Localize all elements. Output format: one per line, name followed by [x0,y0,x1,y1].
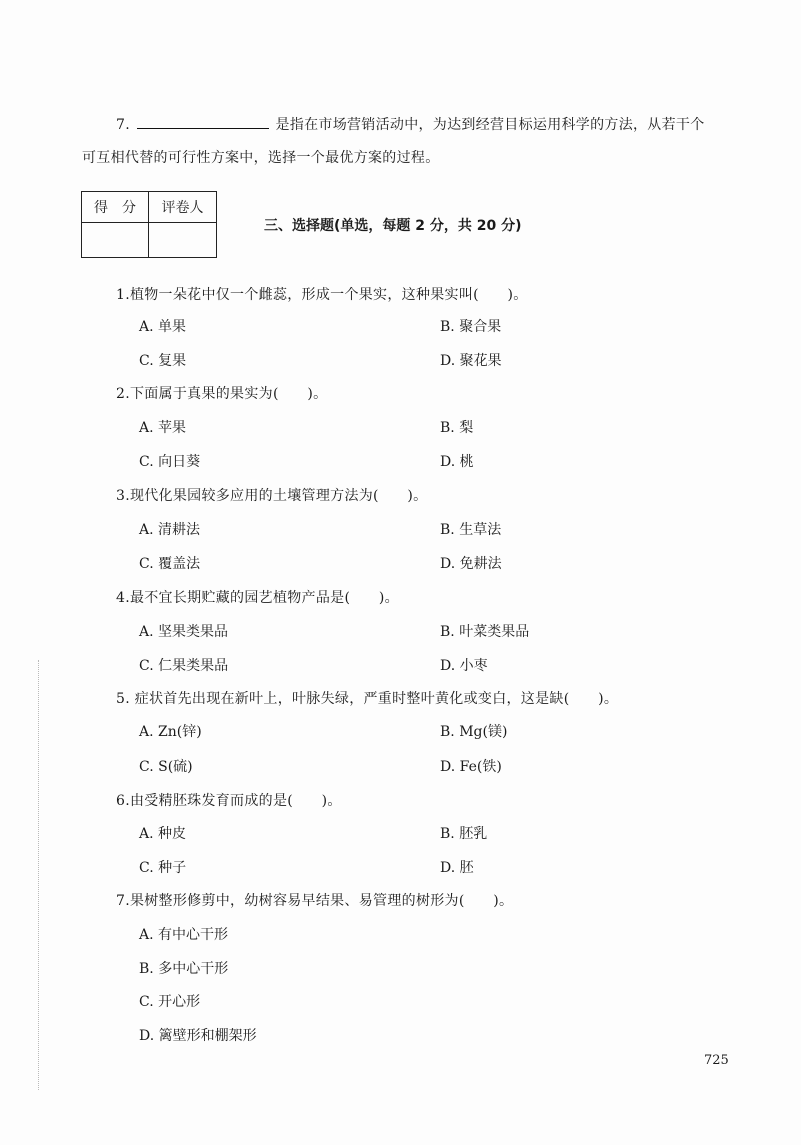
question-5-option-c[interactable]: C. S(硫) [139,759,193,775]
question-6-stem: 6.由受精胚珠发育而成的是( )。 [116,793,342,809]
question-1-stem: 1.植物一朵花中仅一个雌蕊，形成一个果实，这种果实叫( )。 [116,287,528,303]
question-5-option-b[interactable]: B. Mg(镁) [440,724,508,740]
question-2-stem: 2.下面属于真果的果实为( )。 [116,386,328,402]
question-2-option-d[interactable]: D. 桃 [440,454,474,470]
question-5-option-d[interactable]: D. Fe(铁) [440,759,502,775]
question-2-option-b[interactable]: B. 梨 [440,420,474,436]
score-table [81,191,217,258]
question-number: 7. [116,117,130,133]
question-4-option-a[interactable]: A. 坚果类果品 [139,624,229,640]
question-5-option-a[interactable]: A. Zn(锌) [139,724,202,740]
question-4-option-b[interactable]: B. 叶菜类果品 [440,624,530,640]
question-7-option-b[interactable]: B. 多中心干形 [139,961,229,977]
grader-cell[interactable] [149,223,217,258]
question-6-option-c[interactable]: C. 种子 [139,860,187,876]
question-1-option-b[interactable]: B. 聚合果 [440,319,502,335]
question-text-line1: 是指在市场营销活动中，为达到经营目标运用科学的方法，从若干个 [275,117,705,133]
scan-edge-mark [38,660,40,1090]
question-4-option-d[interactable]: D. 小枣 [440,658,488,674]
question-1-option-a[interactable]: A. 单果 [139,319,187,335]
fill-blank-question-7 [116,114,705,134]
question-4-option-c[interactable]: C. 仁果类果品 [139,658,229,674]
section-title: 三、选择题(单选，每题 2 分，共 20 分) [264,218,522,234]
question-2-option-c[interactable]: C. 向日葵 [139,454,201,470]
question-7-stem: 7.果树整形修剪中，幼树容易早结果、易管理的树形为( )。 [116,893,514,909]
score-cell[interactable] [82,223,149,258]
question-7-option-d[interactable]: D. 篱壁形和棚架形 [139,1028,257,1044]
question-text-line2: 可互相代替的可行性方案中，选择一个最优方案的过程。 [82,150,440,166]
question-3-option-c[interactable]: C. 覆盖法 [139,556,201,572]
question-7-option-a[interactable]: A. 有中心干形 [139,927,229,943]
question-3-option-a[interactable]: A. 清耕法 [139,522,201,538]
question-6-option-a[interactable]: A. 种皮 [139,826,187,842]
question-6-option-d[interactable]: D. 胚 [440,860,474,876]
question-2-option-a[interactable]: A. 苹果 [139,420,187,436]
question-6-option-b[interactable]: B. 胚乳 [440,826,488,842]
grader-label: 评卷人 [149,192,217,223]
page-number: 725 [704,1053,729,1068]
question-3-option-b[interactable]: B. 生草法 [440,522,502,538]
score-label: 得 分 [82,192,149,223]
question-7-option-c[interactable]: C. 开心形 [139,994,201,1010]
question-4-stem: 4.最不宜长期贮藏的园艺植物产品是( )。 [116,590,399,606]
question-1-option-d[interactable]: D. 聚花果 [440,353,502,369]
question-3-option-d[interactable]: D. 免耕法 [440,556,502,572]
question-5-stem: 5. 症状首先出现在新叶上，叶脉失绿，严重时整叶黄化或变白，这是缺( )。 [116,691,619,707]
answer-blank[interactable] [137,114,269,129]
question-1-option-c[interactable]: C. 复果 [139,353,187,369]
question-3-stem: 3.现代化果园较多应用的土壤管理方法为( )。 [116,488,428,504]
